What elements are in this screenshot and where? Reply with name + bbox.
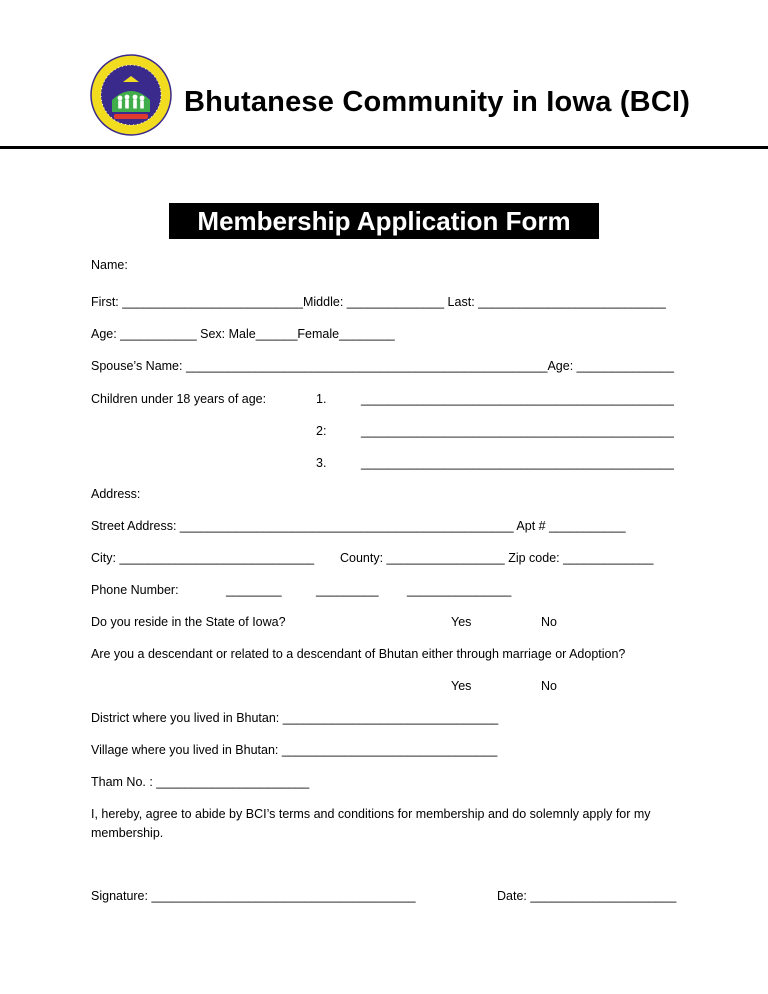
child-field-2[interactable]: _____________________________________________ <box>361 424 674 438</box>
reside-yes-option[interactable]: Yes <box>451 615 472 629</box>
bci-logo-seal <box>90 54 172 136</box>
phone-area-field[interactable]: ________ <box>226 583 282 597</box>
street-address-line[interactable]: Street Address: ________________________________________________ Apt # ___________ <box>91 519 626 533</box>
children-label: Children under 18 years of age: <box>91 392 267 406</box>
descendant-no-option[interactable]: No <box>541 679 557 693</box>
child-number-1: 1. <box>316 392 327 406</box>
name-fields-line[interactable]: First: __________________________Middle: ______________ Last: ___________________________ <box>91 295 666 309</box>
phone-line-field[interactable]: _______________ <box>407 583 512 597</box>
age-sex-line[interactable]: Age: ___________ Sex: Male______Female________ <box>91 327 395 341</box>
spouse-line[interactable]: Spouse’s Name: ____________________________________________________Age: ______________ <box>91 359 674 373</box>
phone-label: Phone Number: <box>91 583 179 597</box>
descendant-question: Are you a descendant or related to a descendant of Bhutan either through marriage or Adoption? <box>91 647 626 661</box>
header-divider <box>0 146 768 149</box>
child-field-3[interactable]: _____________________________________________ <box>361 456 674 470</box>
child-field-1[interactable]: _____________________________________________ <box>361 392 674 406</box>
child-number-3: 3. <box>316 456 327 470</box>
phone-prefix-field[interactable]: _________ <box>316 583 379 597</box>
org-name: Bhutanese Community in Iowa (BCI) <box>184 86 691 118</box>
agreement-text: I, hereby, agree to abide by BCI’s terms and conditions for membership and do solemnly apply for my membership. <box>91 807 651 840</box>
name-label: Name: <box>91 258 128 272</box>
descendant-yes-option[interactable]: Yes <box>451 679 472 693</box>
city-line[interactable]: City: ____________________________ <box>91 551 315 565</box>
signature-line[interactable]: Signature: ______________________________________ <box>91 889 416 903</box>
child-number-2: 2: <box>316 424 327 438</box>
form-title: Membership Application Form <box>169 203 599 239</box>
village-line[interactable]: Village where you lived in Bhutan: _______________________________ <box>91 743 498 757</box>
reside-question: Do you reside in the State of Iowa? <box>91 615 286 629</box>
date-line[interactable]: Date: _____________________ <box>497 889 677 903</box>
address-label: Address: <box>91 487 141 501</box>
district-line[interactable]: District where you lived in Bhutan: _______________________________ <box>91 711 499 725</box>
county-zip-line[interactable]: County: _________________ Zip code: _____________ <box>340 551 654 565</box>
reside-no-option[interactable]: No <box>541 615 557 629</box>
tham-number-line[interactable]: Tham No. : ______________________ <box>91 775 310 789</box>
